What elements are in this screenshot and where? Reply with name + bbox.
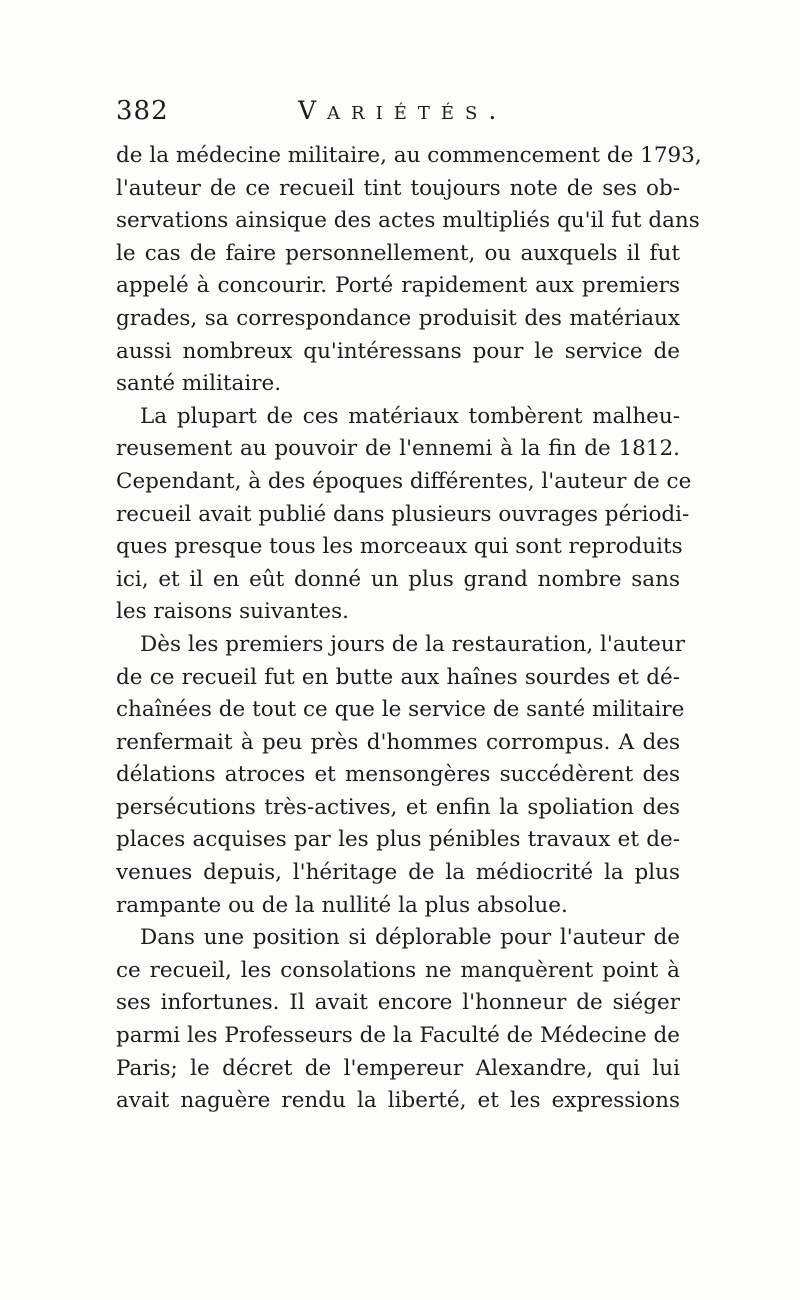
- text-line: grades, sa correspondance produisit des matériaux: [116, 305, 680, 331]
- text-line: l'auteur de ce recueil tint toujours note de ses ob-: [116, 175, 680, 201]
- text-line: de ce recueil fut en butte aux haînes sourdes et dé-: [116, 664, 680, 690]
- text-line: rampante ou de la nullité la plus absolue.: [116, 892, 568, 918]
- running-head: [116, 96, 676, 130]
- text-line: servations ainsique des actes multipliés qu'il fut dans: [116, 208, 700, 234]
- text-line: Dès les premiers jours de la restauration, l'auteur: [140, 631, 685, 657]
- text-line: Paris; le décret de l'empereur Alexandre, qui lui: [116, 1055, 680, 1081]
- body-text: [116, 140, 702, 1118]
- text-line: aussi nombreux qu'intéressans pour le service de: [116, 338, 680, 364]
- text-line: venues depuis, l'héritage de la médiocrité la plus: [116, 860, 680, 886]
- text-line: ici, et il en eût donné un plus grand nombre sans: [116, 566, 680, 592]
- text-line: les raisons suivantes.: [116, 599, 349, 625]
- text-line: places acquises par les plus pénibles travaux et de-: [116, 827, 680, 853]
- paragraph: [116, 401, 692, 629]
- text-line: délations atroces et mensongères succédèrent des: [116, 762, 680, 788]
- text-line: reusement au pouvoir de l'ennemi à la fin de 1812.: [116, 436, 680, 462]
- text-line: Cependant, à des époques différentes, l'auteur de ce: [116, 468, 692, 494]
- text-line: recueil avait publié dans plusieurs ouvrages périodi-: [116, 501, 690, 527]
- text-line: chaînées de tout ce que le service de santé militaire: [116, 697, 685, 723]
- text-line: renfermait à peu près d'hommes corrompus. A des: [116, 729, 680, 755]
- text-line: le cas de faire personnellement, ou auxquels il fut: [116, 240, 680, 266]
- text-line: ques presque tous les morceaux qui sont reproduits: [116, 534, 683, 560]
- text-line: persécutions très-actives, et enfin la spoliation des: [116, 794, 680, 820]
- text-line: Dans une position si déplorable pour l'auteur de: [140, 925, 680, 951]
- text-line: La plupart de ces matériaux tombèrent malheu-: [140, 403, 680, 429]
- text-line: santé militaire.: [116, 371, 282, 397]
- paragraph: [116, 922, 680, 1118]
- text-line: ce recueil, les consolations ne manquèrent point à: [116, 957, 680, 983]
- paragraph: [116, 629, 685, 922]
- running-title: Variétés.: [298, 96, 508, 125]
- text-line: appelé à concourir. Porté rapidement aux premiers: [116, 273, 680, 299]
- page-number: 382: [116, 96, 169, 126]
- text-line: de la médecine militaire, au commencement de 1793,: [116, 143, 702, 168]
- paragraph: [116, 140, 702, 401]
- text-line: parmi les Professeurs de la Faculté de Médecine de: [116, 1023, 681, 1049]
- text-line: ses infortunes. Il avait encore l'honneur de siéger: [116, 990, 680, 1016]
- text-line: avait naguère rendu la liberté, et les expressions: [116, 1088, 680, 1114]
